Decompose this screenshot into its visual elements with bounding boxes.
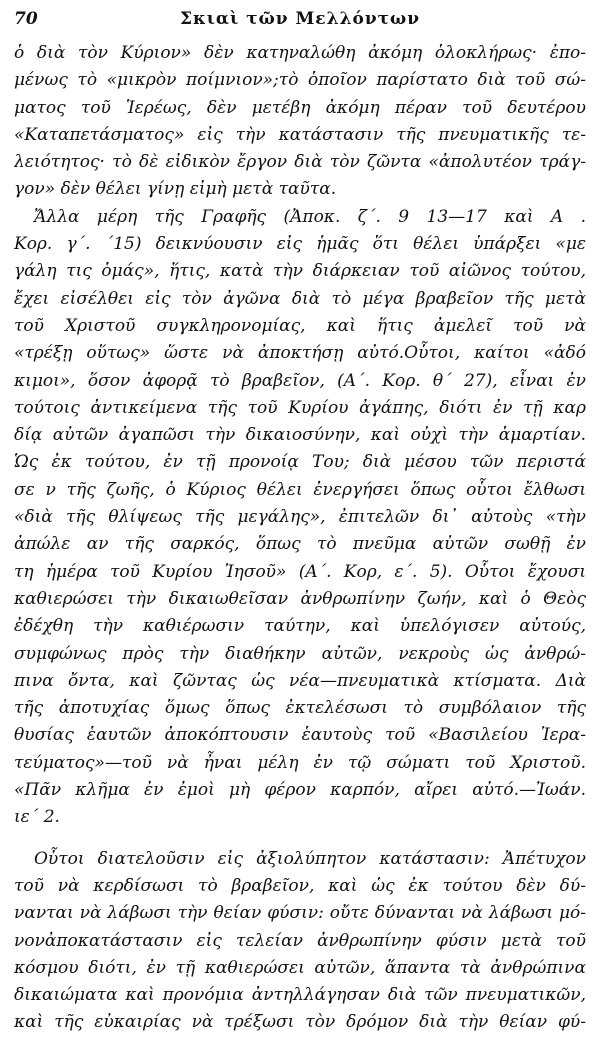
text-line: Κορ. γ΄. ΄15) δεικνύουσιν εἰς ἡμᾶς ὅτι θέλει ὑπάρξει «με xyxy=(14,234,586,255)
text-line: νανται νὰ λάβωσι τὴν θείαν φύσιν: οὔτε δύνανται νὰ λάβωσι μό- xyxy=(14,903,586,924)
text-line: ματος τοῦ Ἱερέως, δὲν μετέβη ἀκόμη πέραν τοῦ δευτέρου xyxy=(14,97,586,118)
text-line: τη ἡμέρα τοῦ Κυρίου Ἰησοῦ» (Α΄. Κορ, ε΄. 5). Οὗτοι ἔχουσι xyxy=(14,561,586,582)
text-line: ἐδέχθη τὴν καθιέρωσιν ταύτην, καὶ ὑπελόγισεν αὐτούς, xyxy=(14,616,586,637)
paragraph xyxy=(14,204,586,832)
text-line: Οὗτοι διατελοῦσιν εἰς ἀξιολύπητον κατάστασιν: Ἀπέτυχον xyxy=(34,848,586,869)
paragraph xyxy=(14,846,586,1037)
running-title: Σκιαὶ τῶν Μελλόντων xyxy=(179,9,421,29)
page-number: 70 xyxy=(14,9,38,29)
text-line: ιε΄ 2. xyxy=(14,807,60,828)
text-line: σε ν τῆς ζωῆς, ὁ Κύριος θέλει ἐνεργήσει ὅπως οὗτοι ἔλθωσι xyxy=(14,479,586,500)
paragraph-gap xyxy=(14,832,586,846)
text-line: δικαιώματα καὶ προνόμια ἀντηλλάγησαν διὰ τῶν πνευματικῶν, xyxy=(14,985,586,1006)
text-line: νονἀποκατάστασιν εἰς τελείαν ἀνθρωπίνην φύσιν μετὰ τοῦ xyxy=(14,930,586,951)
text-line: Ὡς ἐκ τούτου, ἐν τῇ προνοίᾳ Του; διὰ μέσου τῶν περιστά xyxy=(14,452,586,473)
text-line: θυσίας ἑαυτῶν ἀποκόπτουσιν ἑαυτοὺς τοῦ «Βασιλείου Ἱερα- xyxy=(14,725,586,746)
text-line: «Καταπετάσματος» εἰς τὴν κατάστασιν τῆς πνευματικῆς τε- xyxy=(14,124,586,145)
text-line: κόσμου διότι, ἐν τῇ καθιερώσει αὐτῶν, ἅπαντα τὰ ἀνθρώπινα xyxy=(14,957,586,978)
text-line: τεύματος»—τοῦ νὰ ἦναι μέλη ἐν τῷ σώματι τοῦ Χριστοῦ. xyxy=(14,752,586,773)
text-line: τοῦ Χριστοῦ συγκληρονομίας, καὶ ἥτις ἀμελεῖ τοῦ νὰ xyxy=(14,315,586,336)
text-line: ὁ διὰ τὸν Κύριον» δὲν κατηναλώθη ἀκόμη ὁλοκλήρως· ἐπο- xyxy=(14,43,586,63)
page-body xyxy=(14,40,586,1037)
text-line: μένως τὸ «μικρὸν ποίμνιον»;τὸ ὁποῖον παρίστατο διὰ τοῦ σώ- xyxy=(14,70,586,91)
text-line: κιμοι», ὅσον ἀφορᾷ τὸ βραβεῖον, (Α΄. Κορ. θ΄ 27), εἶναι ἐν xyxy=(14,370,586,391)
text-line: τούτοις ἀντικείμενα τῆς τοῦ Κυρίου ἀγάπης, διότι ἐν τῇ καρ xyxy=(14,397,586,418)
text-line: δίᾳ αὐτῶν ἀγαπῶσι τὴν δικαιοσύνην, καὶ οὐχὶ τὴν ἁμαρτίαν. xyxy=(14,425,586,446)
text-line: Ἄλλα μέρη τῆς Γραφῆς (Ἀποκ. ζ΄. 9 13—17 καὶ Α . xyxy=(34,206,586,227)
text-line: τῆς ἀποτυχίας ὅμως ὅπως ἐκτελέσωσι τὸ συμβόλαιον τῆς xyxy=(14,698,586,719)
text-line: «τρέξῃ οὕτως» ὥστε νὰ ἀποκτήσῃ αὐτό.Οὗτοι, καίτοι «ἀδό xyxy=(14,343,586,364)
text-line: καὶ τῆς εὐκαιρίας νὰ τρέξωσι τὸν δρόμον διὰ τὴν θείαν φύ- xyxy=(14,1012,586,1033)
text-line: πινα ὄντα, καὶ ζῶντας ὡς νέα—πνευματικὰ κτίσματα. Διὰ xyxy=(14,670,586,691)
page-header xyxy=(14,6,586,32)
text-line: «διὰ τῆς θλίψεως τῆς μεγάλης», ἐπιτελῶν δι᾽ αὐτοὺς «τὴν xyxy=(14,507,586,528)
text-line: γάλη τις ὁμάς», ἥτις, κατὰ τὴν διάρκειαν τοῦ αἰῶνος τούτου, xyxy=(14,261,586,282)
paragraph xyxy=(14,40,586,204)
text-line: συμφώνως πρὸς τὴν διαθήκην αὐτῶν, νεκροὺς ὡς ἀνθρώ- xyxy=(14,643,586,664)
text-line: ἀπώλε αν τῆς σαρκός, ὅπως τὸ πνεῦμα αὐτῶν σωθῇ ἐν xyxy=(14,534,586,555)
text-line: «Πᾶν κλῆμα ἐν ἐμοὶ μὴ φέρον καρπόν, αἴρει αὐτό.—Ἰωάν. xyxy=(14,780,586,801)
text-line: γον» δὲν θέλει γίνῃ εἰμὴ μετὰ ταῦτα. xyxy=(14,179,337,200)
text-line: καθιερώσει τὴν δικαιωθεῖσαν ἀνθρωπίνην ζωήν, καὶ ὁ Θεὸς xyxy=(14,588,586,609)
text-line: τοῦ νὰ κερδίσωσι τὸ βραβεῖον, καὶ ὡς ἐκ τούτου δὲν δύ- xyxy=(14,875,586,896)
text-line: λειότητος· τὸ δὲ εἰδικὸν ἔργον διὰ τὸν ζῶντα «ἀπολυτέον τράγ- xyxy=(14,152,586,173)
text-line: ἔχει εἰσέλθει εἰς τὸν ἀγῶνα διὰ τὸ μέγα βραβεῖον τῆς μετὰ xyxy=(14,288,586,309)
